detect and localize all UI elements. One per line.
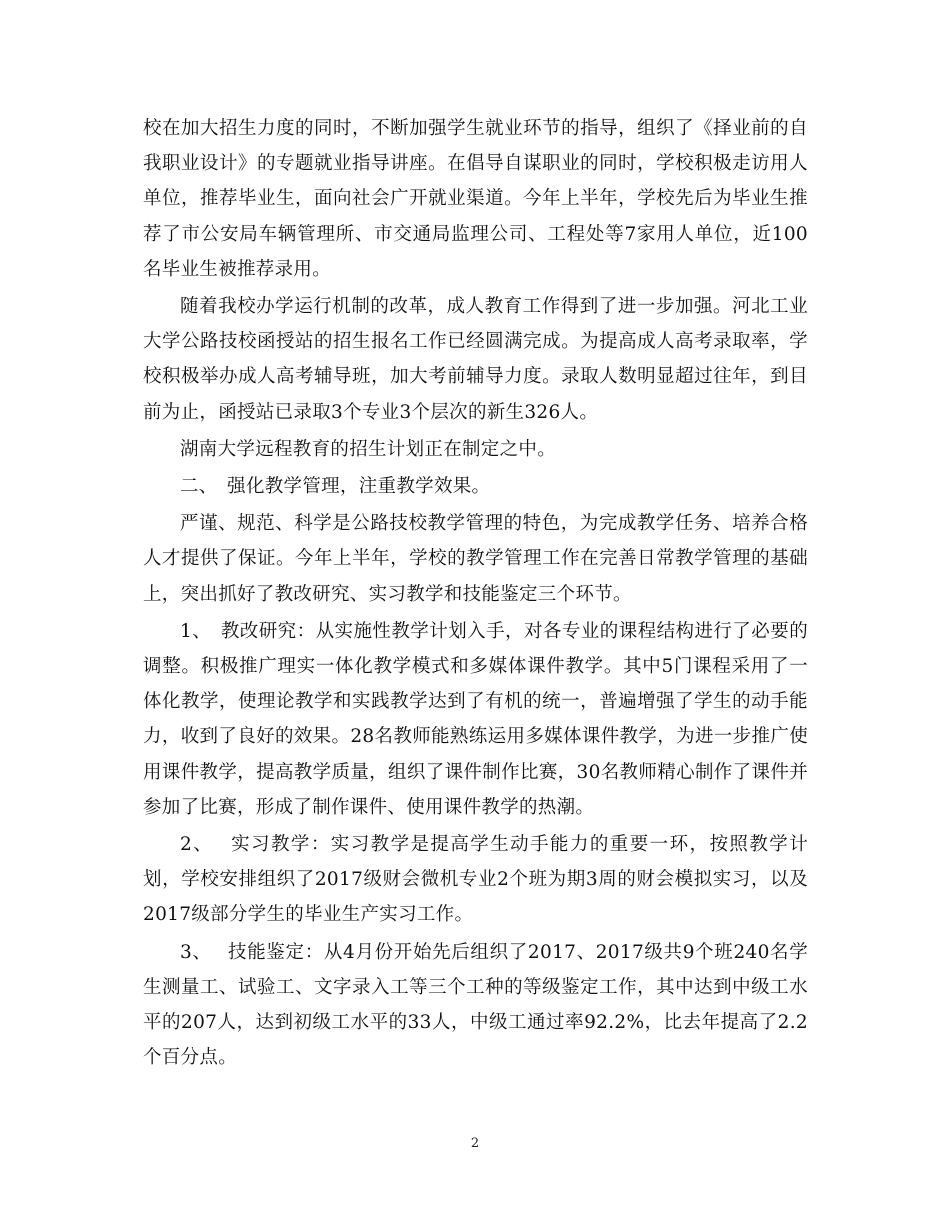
paragraph-skill-assessment: 3、 技能鉴定：从4月份开始先后组织了2017、2017级共9个班240名学生测量工、试验工、文字录入工等三个工种的等级鉴定工作，其中达到中级工水平的207人，达到初级工水平的33人，中级工通过率92.2%，比去年提高了2.2个百分点。 [143,941,808,1069]
paragraph-teaching-reform: 1、 教改研究：从实施性教学计划入手，对各专业的课程结构进行了必要的调整。积极推广理实一体化教学模式和多媒体课件教学。其中5门课程采用了一体化教学，使理论教学和实践教学达到了有机的统一，普遍增强了学生的动手能力，收到了良好的效果。28名教师能熟练运用多媒体课件教学，为进一步推广使用课件教学，提高教学质量，组织了课件制作比赛，30名教师精心制作了课件并参加了比赛，形成了制作课件、使用课件教学的热潮。 [143,620,808,818]
page-number: 2 [470,1136,480,1151]
paragraph-teaching-management: 严谨、规范、科学是公路技校教学管理的特色，为完成教学任务、培养合格人才提供了保证。今年上半年，学校的教学管理工作在完善日常教学管理的基础上，突出抓好了教改研究、实习教学和技能鉴定三个环节。 [143,513,808,605]
section-heading-teaching-management: 二、 强化教学管理，注重教学效果。 [180,476,491,498]
paragraph-practice-teaching: 2、 实习教学：实习教学是提高学生动手能力的重要一环，按照教学计划，学校安排组织了2017级财会微机专业2个班为期3周的财会模拟实习，以及2017级部分学生的毕业生产实习工作。 [143,834,808,926]
document-body [143,111,808,1077]
paragraph-employment: 校在加大招生力度的同时，不断加强学生就业环节的指导，组织了《择业前的自我职业设计》的专题就业指导讲座。在倡导自谋职业的同时，学校积极走访用人单位，推荐毕业生，面向社会广开就业渠道。今年上半年，学校先后为毕业生推荐了市公安局车辆管理所、市交通局监理公司、工程处等7家用人单位，近100名毕业生被推荐录用。 [143,118,808,280]
paragraph-remote-education: 湖南大学远程教育的招生计划正在制定之中。 [180,438,557,460]
paragraph-adult-education: 随着我校办学运行机制的改革，成人教育工作得到了进一步加强。河北工业大学公路技校函授站的招生报名工作已经圆满完成。为提高成人高考录取率，学校积极举办成人高考辅导班，加大考前辅导力度。录取人数明显超过往年，到目前为止，函授站已录取3个专业3个层次的新生326人。 [143,296,808,423]
